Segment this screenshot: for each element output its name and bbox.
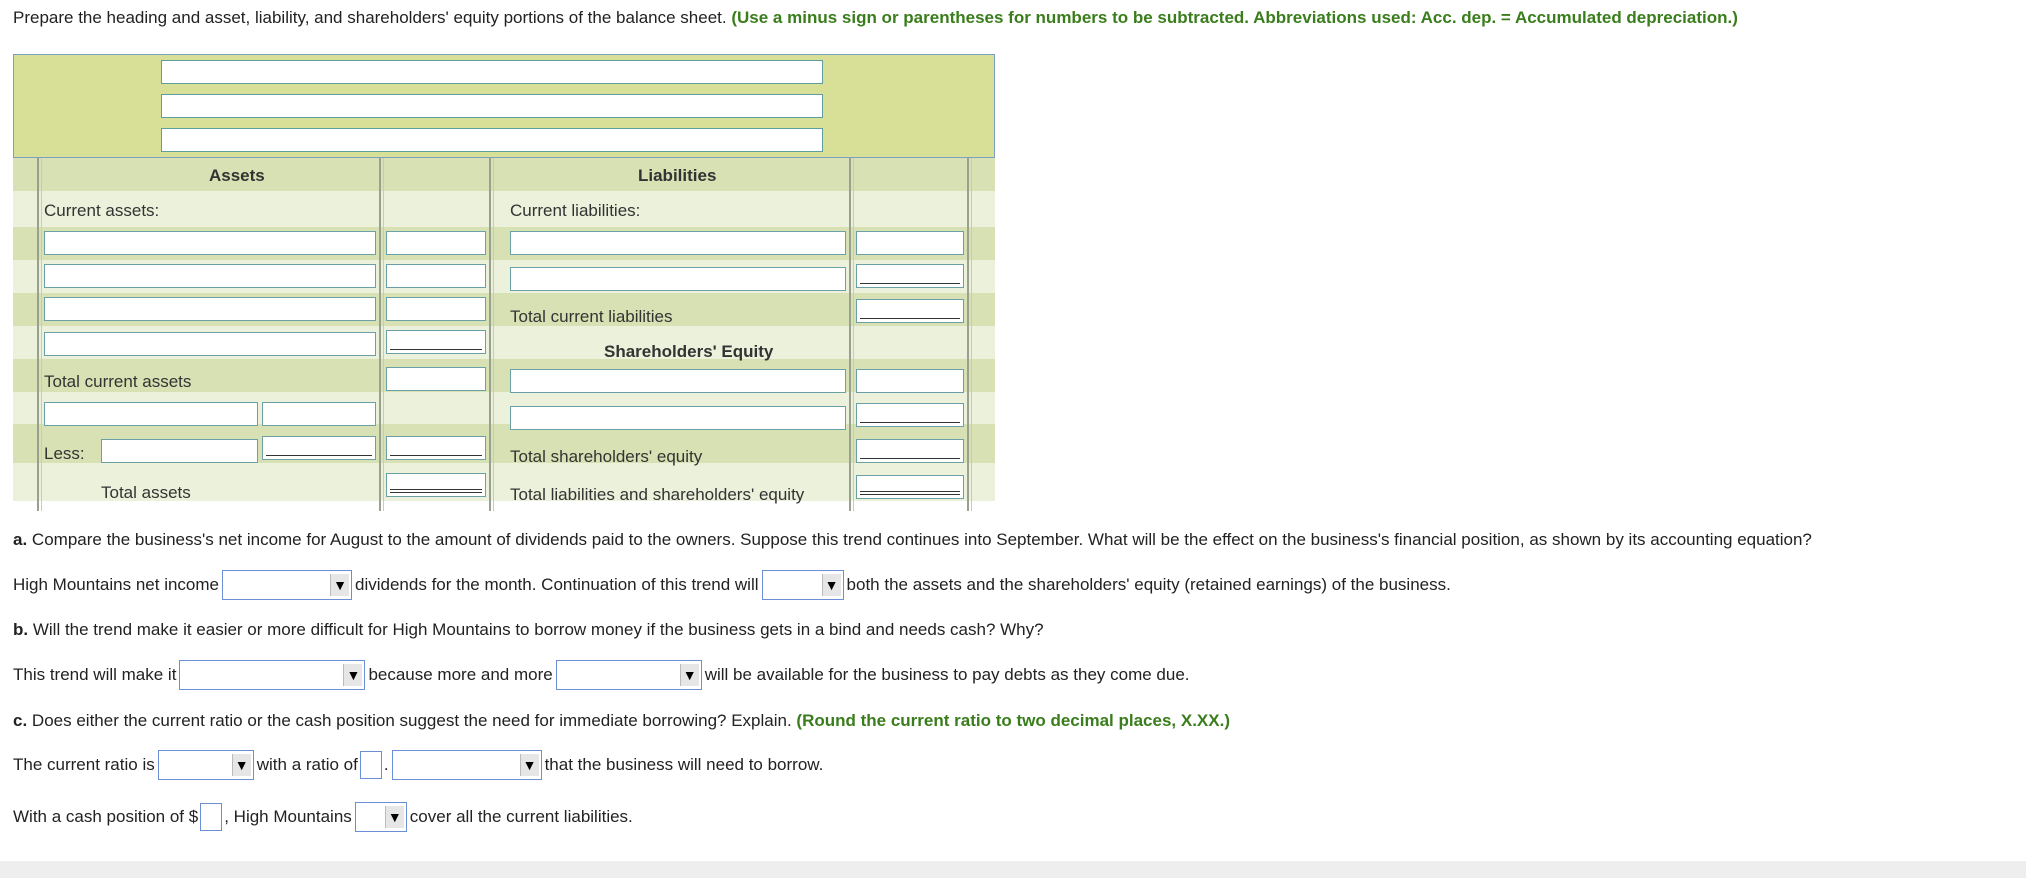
asset-amount-input[interactable]: [386, 264, 486, 288]
heading-company-input[interactable]: [161, 60, 823, 84]
less-amount-input[interactable]: [262, 436, 376, 460]
income-vs-dividends-dropdown[interactable]: [222, 570, 352, 600]
question-a-letter: a.: [13, 530, 28, 549]
column-divider: [383, 158, 384, 511]
column-divider: [849, 158, 851, 511]
can-cover-dropdown[interactable]: [355, 802, 407, 832]
question-b-text: Will the trend make it easier or more difficult for High Mountains to borrow money if the business gets in a bind and needs cash? Why?: [32, 620, 1044, 639]
question-c-answer: [13, 748, 823, 782]
cash-position-input[interactable]: [200, 803, 222, 831]
instructions-text: Prepare the heading and asset, liability, and shareholders' equity portions of the balance sheet.: [13, 8, 727, 27]
asset-account-input[interactable]: [44, 264, 376, 288]
column-divider: [489, 158, 491, 511]
liabilities-header: Liabilities: [638, 166, 717, 185]
dropdown-arrow-icon: ▼: [822, 574, 841, 596]
question-c-part1: The current ratio is: [13, 755, 155, 774]
question-a-part3: both the assets and the shareholders' equity (retained earnings) of the business.: [846, 575, 1451, 594]
row-band: [13, 191, 995, 227]
assets-header: Assets: [209, 166, 265, 185]
dropdown-arrow-icon: ▼: [680, 664, 699, 686]
question-c-text: Does either the current ratio or the cash position suggest the need for immediate borrowing? Explain.: [31, 711, 792, 730]
question-c-letter: c.: [13, 711, 28, 730]
cash-position-part3: cover all the current liabilities.: [409, 807, 633, 826]
equity-account-input[interactable]: [510, 406, 846, 430]
total-liabilities-equity-label: Total liabilities and shareholders' equity: [510, 485, 805, 504]
dropdown-arrow-icon: ▼: [520, 754, 539, 776]
total-current-liabilities-label: Total current liabilities: [510, 307, 673, 326]
asset-account-input[interactable]: [44, 297, 376, 321]
asset-amount-input[interactable]: [386, 231, 486, 255]
total-liabilities-equity-input[interactable]: [856, 475, 964, 499]
question-a-part1: High Mountains net income: [13, 575, 220, 594]
column-divider: [37, 158, 39, 511]
question-c-period: .: [383, 755, 389, 774]
column-divider: [853, 158, 854, 511]
liability-amount-input[interactable]: [856, 264, 964, 288]
question-c-part2: with a ratio of: [256, 755, 358, 774]
heading-date-input[interactable]: [161, 128, 823, 152]
instructions: [13, 8, 1738, 28]
net-asset-input[interactable]: [386, 436, 486, 460]
asset-amount-input[interactable]: [386, 297, 486, 321]
total-shareholders-equity-label: Total shareholders' equity: [510, 447, 703, 466]
borrowing-need-dropdown[interactable]: [392, 750, 542, 780]
current-ratio-input[interactable]: [360, 751, 382, 779]
total-current-liabilities-input[interactable]: [856, 299, 964, 323]
less-account-input[interactable]: [101, 439, 258, 463]
question-a-prompt: [13, 530, 1812, 550]
question-b-letter: b.: [13, 620, 29, 639]
available-resource-dropdown[interactable]: [556, 660, 702, 690]
long-term-asset-amount-input[interactable]: [262, 402, 376, 426]
column-divider: [379, 158, 381, 511]
question-a-answer: [13, 568, 1451, 602]
question-c-part3: that the business will need to borrow.: [544, 755, 824, 774]
equity-amount-input[interactable]: [856, 403, 964, 427]
question-b-prompt: [13, 620, 1044, 640]
liability-account-input[interactable]: [510, 267, 846, 291]
equity-amount-input[interactable]: [856, 369, 964, 393]
column-divider: [41, 158, 42, 511]
cash-position-part2: , High Mountains: [224, 807, 352, 826]
column-divider: [967, 158, 969, 511]
shareholders-equity-header: Shareholders' Equity: [604, 342, 774, 361]
asset-account-input[interactable]: [44, 231, 376, 255]
trend-effect-dropdown[interactable]: [762, 570, 844, 600]
question-b-part2: because more and more: [368, 665, 553, 684]
asset-account-input[interactable]: [44, 332, 376, 356]
balance-sheet: [13, 54, 995, 511]
total-current-assets-label: Total current assets: [44, 372, 192, 391]
dropdown-arrow-icon: ▼: [330, 574, 349, 596]
column-divider: [971, 158, 972, 511]
balance-sheet-heading: [13, 54, 995, 158]
total-shareholders-equity-input[interactable]: [856, 439, 964, 463]
question-a-text: Compare the business's net income for August to the amount of dividends paid to the owners. Suppose this trend continues into September. What will be the effect on the business's financial position, as shown by its accounting equation?: [31, 530, 1812, 549]
footer-bar: [0, 861, 2026, 878]
question-b-part1: This trend will make it: [13, 665, 177, 684]
borrowing-ease-dropdown[interactable]: [179, 660, 365, 690]
current-ratio-dropdown[interactable]: [158, 750, 254, 780]
question-b-answer: [13, 658, 1190, 692]
question-c-prompt: [13, 711, 1230, 731]
dropdown-arrow-icon: ▼: [385, 806, 404, 828]
less-label: Less:: [44, 444, 85, 463]
current-liabilities-label: Current liabilities:: [510, 201, 641, 220]
current-assets-label: Current assets:: [44, 201, 160, 220]
total-current-assets-input[interactable]: [386, 367, 486, 391]
total-assets-label: Total assets: [101, 483, 191, 502]
question-c-note: (Round the current ratio to two decimal places, X.XX.): [796, 711, 1230, 730]
cash-position-answer: [13, 800, 633, 834]
heading-statement-input[interactable]: [161, 94, 823, 118]
cash-position-part1: With a cash position of $: [13, 807, 199, 826]
dropdown-arrow-icon: ▼: [232, 754, 251, 776]
header-row: [13, 158, 995, 191]
asset-amount-input[interactable]: [386, 330, 486, 354]
long-term-asset-input[interactable]: [44, 402, 258, 426]
liability-account-input[interactable]: [510, 231, 846, 255]
total-assets-input[interactable]: [386, 473, 486, 497]
liability-amount-input[interactable]: [856, 231, 964, 255]
question-b-part3: will be available for the business to pay debts as they come due.: [704, 665, 1190, 684]
instructions-note: (Use a minus sign or parentheses for numbers to be subtracted. Abbreviations used: Acc. dep. = Accumulated depreciation.): [731, 8, 1738, 27]
question-a-part2: dividends for the month. Continuation of this trend will: [355, 575, 759, 594]
dropdown-arrow-icon: ▼: [343, 664, 362, 686]
column-divider: [493, 158, 494, 511]
equity-account-input[interactable]: [510, 369, 846, 393]
